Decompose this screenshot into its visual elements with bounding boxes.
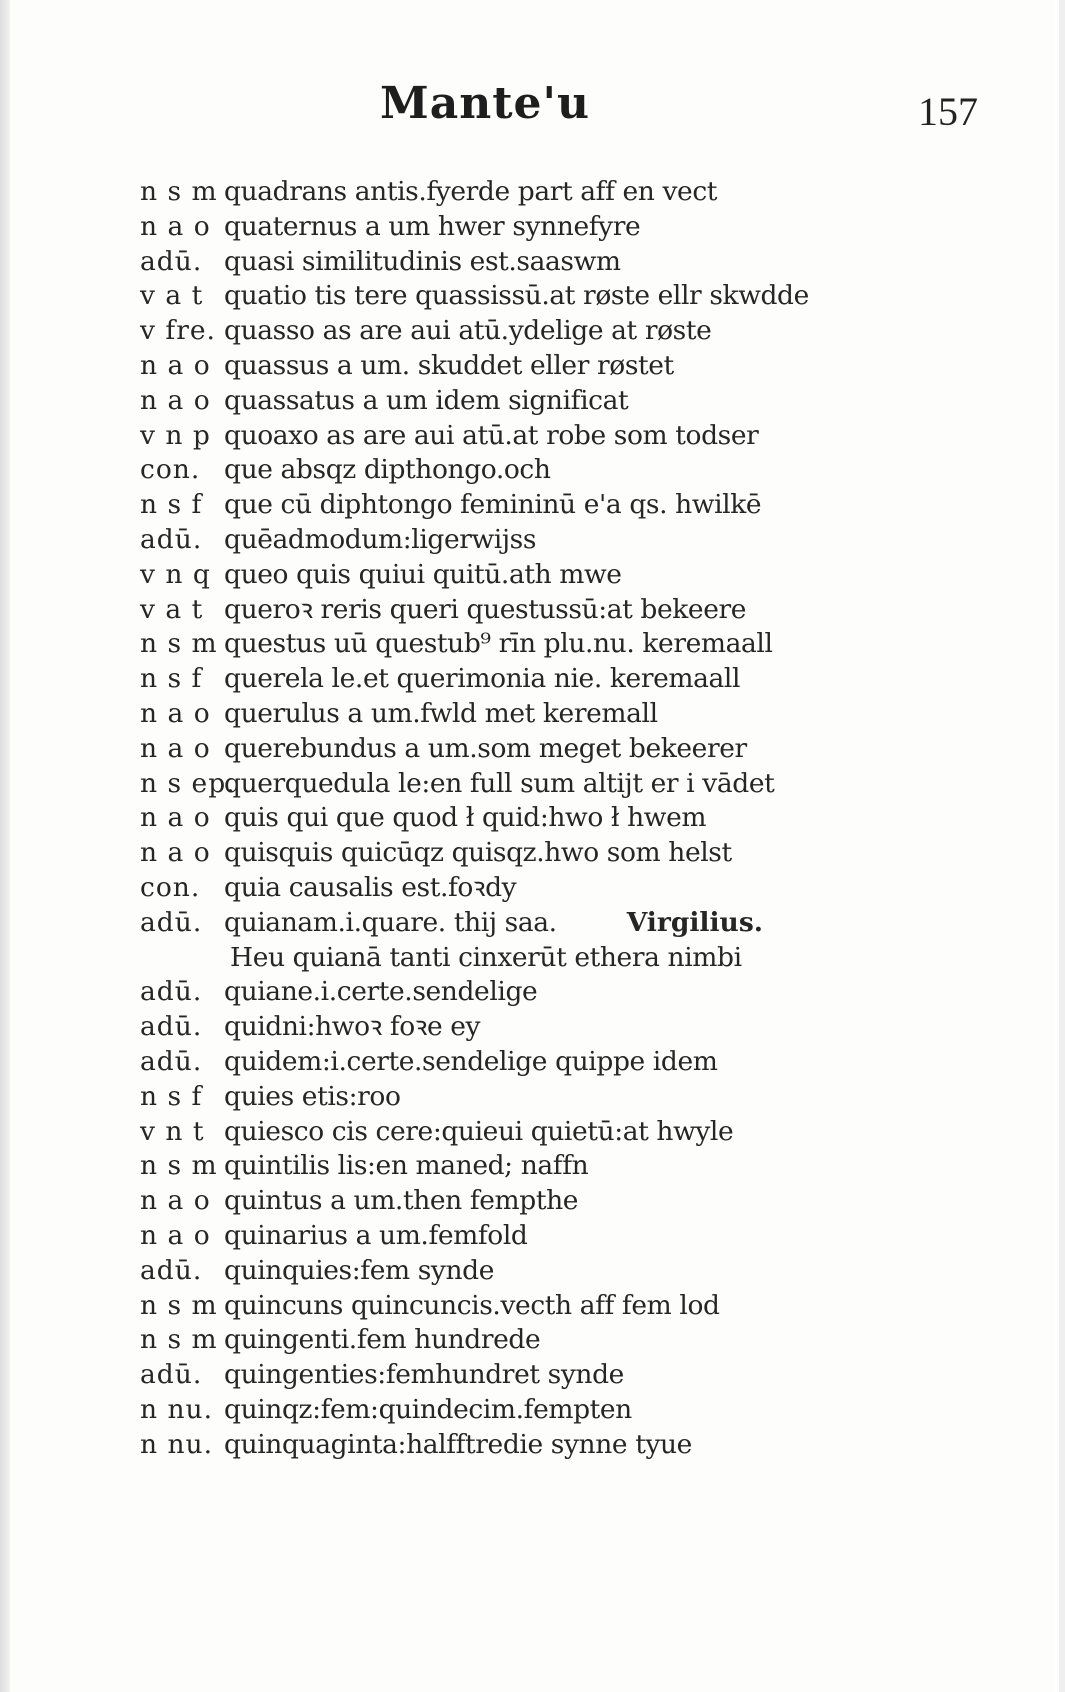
dictionary-entry — [140, 175, 1020, 210]
entry-grammar-tag: n s m — [140, 176, 218, 207]
page-number: 157 — [918, 89, 978, 134]
dictionary-entry — [140, 1080, 1020, 1115]
dictionary-entry — [140, 836, 1020, 871]
dictionary-entry — [140, 1289, 1020, 1324]
entry-grammar-tag: adū. — [140, 1359, 203, 1391]
entry-grammar-tag: n s f — [140, 663, 203, 695]
dictionary-entry — [140, 314, 1020, 349]
entry-text: quia causalis est.foꝛdy — [224, 871, 517, 903]
entry-text: quianam.i.quare. thij saa. — [224, 906, 557, 938]
entry-grammar-tag: n s m — [140, 628, 218, 660]
entry-grammar-tag: n a o — [140, 732, 211, 764]
entry-text: quisquis quicūqz quisqz.hwo som helst — [224, 837, 732, 869]
dictionary-entry — [140, 975, 1020, 1010]
dictionary-entry — [140, 349, 1020, 384]
entry-grammar-tag: n a o — [140, 1219, 211, 1251]
dictionary-entry — [140, 1219, 1020, 1254]
entry-grammar-tag: n a o — [140, 802, 211, 834]
entry-text: quidni:hwoꝛ foꝛe ey — [224, 1011, 481, 1043]
entry-grammar-tag: n nu. — [140, 1428, 214, 1460]
dictionary-entry — [140, 1115, 1020, 1150]
entry-grammar-tag: n a o — [140, 1185, 211, 1217]
entry-grammar-tag: n nu. — [140, 1393, 214, 1425]
entry-text: quingenti.fem hundrede — [224, 1324, 541, 1356]
entry-text: quaternus a um hwer synnefyre — [224, 210, 641, 242]
entry-text: quēadmodum:ligerwijss — [224, 523, 537, 555]
dictionary-entry — [140, 1045, 1020, 1080]
entry-grammar-tag: adū. — [140, 976, 203, 1008]
entry-grammar-tag: adū. — [140, 1045, 203, 1077]
dictionary-entry — [140, 1149, 1020, 1184]
entry-grammar-tag: adū. — [140, 1011, 203, 1043]
entry-text: queo quis quiui quitū.ath mwe — [224, 558, 622, 590]
dictionary-entry — [140, 210, 1020, 245]
dictionary-entry — [140, 453, 1020, 488]
entry-text: quassus a um. skuddet eller røstet — [224, 349, 674, 381]
dictionary-entry — [140, 906, 1020, 941]
entry-text: quiesco cis cere:quieui quietū:at hwyle — [224, 1115, 734, 1147]
dictionary-entry — [140, 245, 1020, 280]
dictionary-entries — [140, 175, 1020, 1462]
entry-text: quinqz:fem:quindecim.fempten — [224, 1393, 632, 1425]
dictionary-entry — [140, 627, 1020, 662]
dictionary-entry — [140, 871, 1020, 906]
dictionary-entry — [140, 1393, 1020, 1428]
dictionary-entry — [140, 1428, 1020, 1463]
entry-grammar-tag: v n t — [140, 1115, 205, 1147]
entry-text: que cū diphtongo femininū e'a qs. hwilkē — [224, 489, 762, 521]
entry-grammar-tag: n a o — [140, 210, 211, 242]
entry-author: Virgilius. — [626, 906, 763, 938]
entry-grammar-tag: adū. — [140, 245, 203, 277]
entry-text: quatio tis tere quassissū.at røste ellr skwdde — [224, 280, 809, 312]
entry-text: querulus a um.fwld met keremall — [224, 697, 658, 729]
dictionary-entry — [140, 384, 1020, 419]
entry-grammar-tag: n a o — [140, 384, 211, 416]
entry-text: quingenties:femhundret synde — [224, 1359, 624, 1391]
entry-text: quintilis lis:en maned; naffn — [224, 1150, 589, 1182]
dictionary-entry — [140, 488, 1020, 523]
dictionary-entry — [140, 732, 1020, 767]
dictionary-entry — [140, 1184, 1020, 1219]
dictionary-entry — [140, 801, 1020, 836]
dictionary-entry — [140, 662, 1020, 697]
entry-grammar-tag: v n q — [140, 558, 211, 590]
entry-grammar-tag: con. — [140, 871, 201, 903]
dictionary-entry — [140, 1323, 1020, 1358]
dictionary-entry — [140, 767, 1020, 802]
dictionary-entry — [140, 558, 1020, 593]
page-right-edge — [1059, 0, 1065, 1692]
entry-text: quoaxo as are aui atū.at robe som todser — [224, 419, 759, 451]
entry-grammar-tag: n s m — [140, 1150, 218, 1182]
entry-text: quis qui que quod ł quid:hwo ł hwem — [224, 802, 707, 834]
dictionary-entry — [140, 1010, 1020, 1045]
entry-text: que absqz dipthongo.och — [224, 454, 551, 486]
entry-text: quincuns quincuncis.vecth aff fem lod — [224, 1289, 720, 1321]
entry-text: querquedula le:en full sum altijt er i vādet — [224, 767, 775, 799]
entry-grammar-tag: v a t — [140, 280, 204, 312]
entry-text: querebundus a um.som meget bekeerer — [224, 732, 747, 764]
entry-grammar-tag: adū. — [140, 906, 203, 938]
entry-text: questus uū questub⁹ rīn plu.nu. keremaall — [224, 628, 773, 660]
dictionary-entry — [140, 941, 1020, 976]
entry-text: quassatus a um idem significat — [224, 384, 629, 416]
running-head: Mante'u — [380, 78, 590, 129]
dictionary-entry — [140, 419, 1020, 454]
entry-text: quinquies:fem synde — [224, 1254, 495, 1286]
entry-grammar-tag: v a t — [140, 593, 204, 625]
dictionary-entry — [140, 279, 1020, 314]
entry-text: querela le.et querimonia nie. keremaall — [224, 663, 741, 695]
entry-grammar-tag: n a o — [140, 837, 211, 869]
dictionary-entry — [140, 593, 1020, 628]
entry-text: quies etis:roo — [224, 1080, 401, 1112]
entry-text: quadrans antis.fyerde part aff en vect — [224, 176, 718, 207]
entry-text: quidem:i.certe.sendelige quippe idem — [224, 1045, 718, 1077]
entry-grammar-tag: v n p — [140, 419, 211, 451]
entry-grammar-tag: n a o — [140, 349, 211, 381]
entry-text: Heu quianā tanti cinxerūt ethera nimbi — [230, 941, 742, 973]
entry-grammar-tag: adū. — [140, 523, 203, 555]
entry-text: quintus a um.then fempthe — [224, 1185, 579, 1217]
dictionary-entry — [140, 1358, 1020, 1393]
entry-text: quiane.i.certe.sendelige — [224, 976, 538, 1008]
entry-grammar-tag: n a o — [140, 697, 211, 729]
entry-grammar-tag: n s ep. — [140, 767, 236, 799]
entry-text: queroꝛ reris queri questussū:at bekeere — [224, 593, 747, 625]
entry-grammar-tag: adū. — [140, 1254, 203, 1286]
entry-grammar-tag: n s f — [140, 1080, 203, 1112]
entry-text: quinquaginta:halfftredie synne tyue — [224, 1428, 692, 1460]
dictionary-entry — [140, 697, 1020, 732]
entry-grammar-tag: n s m — [140, 1324, 218, 1356]
entry-text: quasso as are aui atū.ydelige at røste — [224, 315, 712, 347]
dictionary-entry — [140, 1254, 1020, 1289]
entry-text: quasi similitudinis est.saaswm — [224, 245, 621, 277]
entry-grammar-tag: con. — [140, 454, 201, 486]
entry-grammar-tag: v fre. — [140, 315, 216, 347]
page-left-edge — [0, 0, 10, 1692]
dictionary-entry — [140, 523, 1020, 558]
entry-grammar-tag: n s f — [140, 489, 203, 521]
entry-text: quinarius a um.femfold — [224, 1219, 528, 1251]
entry-grammar-tag: n s m — [140, 1289, 218, 1321]
